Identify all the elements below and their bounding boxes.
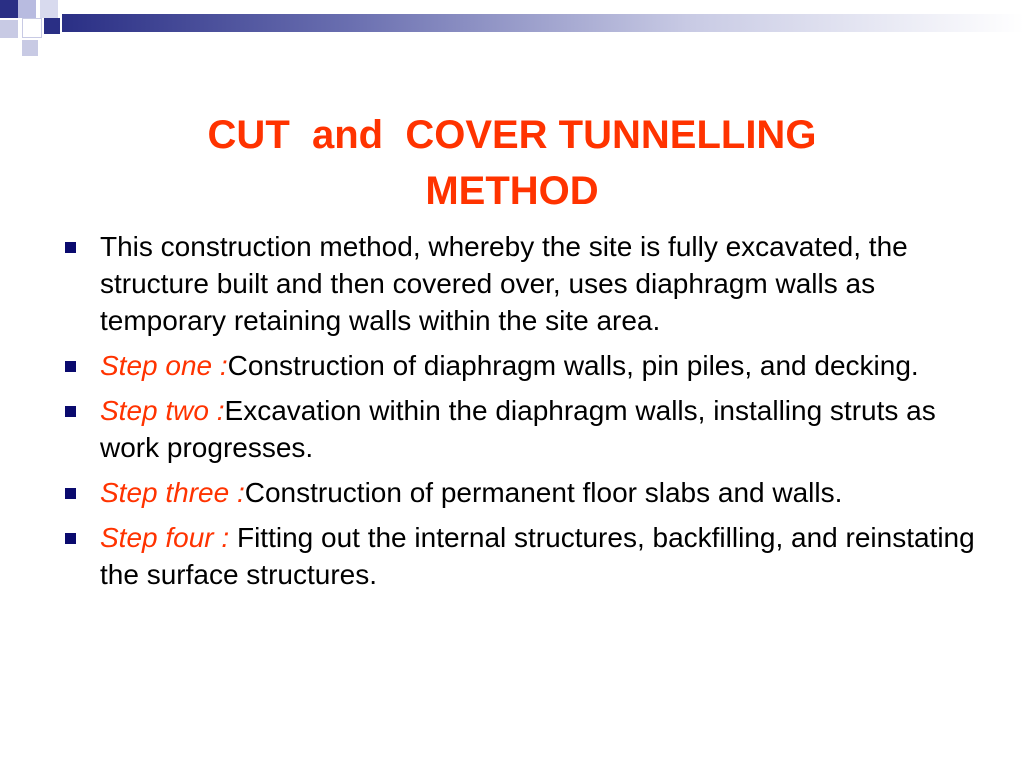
bullet-text: Excavation within the diaphragm walls, installing struts as work progresses. (100, 395, 936, 463)
bullet-text: This construction method, whereby the site is fully excavated, the structure built and then covered over, uses diaphragm walls as temporary retaining walls within the site area. (100, 231, 908, 336)
square-bullet-icon (65, 533, 76, 544)
step-label: Step four : (100, 522, 237, 553)
bullet-item-step-one (62, 347, 982, 384)
header-bar (62, 14, 1024, 32)
bullet-item-intro (62, 228, 982, 339)
step-label: Step two : (100, 395, 225, 426)
bullet-text: Construction of permanent floor slabs and walls. (244, 477, 843, 508)
square-bullet-icon (65, 361, 76, 372)
square-bullet-icon (65, 488, 76, 499)
bullet-text: Construction of diaphragm walls, pin piles, and decking. (227, 350, 919, 381)
bullet-item-step-three (62, 474, 982, 511)
square-bullet-icon (65, 242, 76, 253)
bullet-item-step-four (62, 519, 982, 593)
bullet-text: Fitting out the internal structures, backfilling, and reinstating the surface structures. (100, 522, 975, 590)
square-bullet-icon (65, 406, 76, 417)
slide-title: CUT and COVER TUNNELLING METHOD (207, 112, 817, 213)
step-label: Step one : (100, 350, 228, 381)
step-label: Step three : (100, 477, 245, 508)
bullet-list (62, 228, 982, 601)
bullet-item-step-two (62, 392, 982, 466)
